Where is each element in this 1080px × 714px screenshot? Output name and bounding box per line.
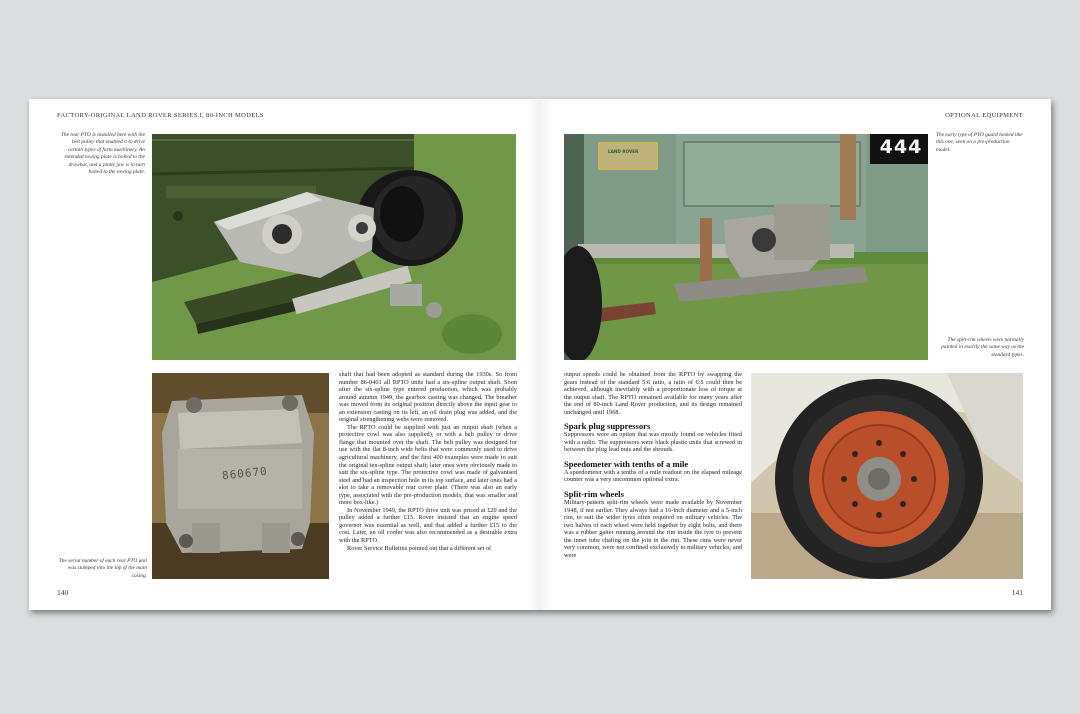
paragraph: In November 1949, the RPTO drive unit was priced at £20 and the pulley added a further £15. Rover insisted that an engine speed governor was essential as well, and that added a further £15 to the cost. Later, an oil cooler was also recommended as a desirable extra with the RPTO.: [339, 506, 517, 545]
book-spread: [29, 99, 1051, 610]
right-page: [540, 99, 1051, 610]
running-head-left: FACTORY-ORIGINAL LAND ROVER SERIES I, 80-INCH MODELS: [57, 112, 264, 119]
casting-stamp-text: 860670: [221, 464, 269, 483]
section-heading-speedometer: Speedometer with tenths of a mile: [564, 458, 689, 469]
running-head-right: OPTIONAL EQUIPMENT: [945, 112, 1023, 119]
paragraph: shaft that had been adopted as standard during the 1930s. So from number 86-0401 all RPTO units had a six-spline output shaft. Soon after the six-spline type entered production, which was probably around autumn 1949, the gearbox casting was changed. The breather was moved from its original position directly above the input gear to an extension casting on its left, an oil drain plug was added, and the original strengthening webs were removed.: [339, 371, 517, 424]
caption-split-rim: The split-rim wheels were normally painted in exactly the same way as the standard types.: [941, 337, 1024, 358]
paragraph: output speeds could be obtained from the RPTO by swapping the gears instead of the standard 5:6 ratio, a ratio of 6:5 could then be achieved, although inevitably with a proportionate loss of torque at the output shaft. The RPTO remained available for many years after the end of 80-inch Land Rover production, and its design remained unchanged until 1968.: [564, 371, 742, 416]
photo-early-pto-guard: [564, 134, 928, 360]
paragraph: Military-pattern split-rim wheels were made available by November 1948, if not earlier. They always had a 16-inch diameter and a 5-inch rim, to suit the wider tyres often required on military vehicles. The two halves of each wheel were held together by eight bolts, and there was a rubber gaiter running around the rim inside the tyre to prevent the inner tube chafing on the join in the rim. These rims were never very common, were not confined exclusively to military vehicles, and were: [564, 499, 742, 559]
photo-rear-pto-pulley: [152, 134, 516, 360]
page-number-left: 140: [57, 588, 69, 597]
caption-rear-pto: The rear PTO is installed here with the belt pulley that enabled it to drive certain types of farm machinery. An extended towing plate is bolted to the drawbar, and a pintle jaw is in turn bolted to the towing plate.: [60, 132, 145, 176]
paragraph: The RPTO could be supplied with just an output shaft (when a protective cowl was also supplied), or with a belt pulley or drive flange that mounted over the shaft. The belt pulley was designed for use with the flat 8-inch wide belts that were commonly used to drive agricultural machinery, and the first 400 examples were made to suit the original ten-spline output shaft; later ones were obviously made to suit the six-spline type. The protective cowl was made of galvanised steel and had an inspection hole in its top surface, and later ones had a slot to take a removable rear cover plate. (There was also an early type, associated with the pre-production models, that was smaller and more box-like.): [339, 423, 517, 507]
section-heading-spark-plug: Spark plug suppressors: [564, 421, 651, 432]
paragraph: A speedometer with a tenths of a mile readout on the elapsed mileage counter was a very uncommon optional extra.: [564, 468, 742, 484]
photo-pto-serial-casting: [152, 373, 329, 579]
left-page: [29, 99, 540, 610]
body-text-left: [339, 371, 517, 552]
paragraph: Suppressors were an option that was mostly found on vehicles fitted with a radio. The suppressors were black plastic units that screwed in between the plug lead nuts and the shrouds.: [564, 431, 742, 454]
caption-pto-guard: The early type of PTO guard looked like this one, seen on a pre-production model.: [936, 132, 1023, 153]
body-text-right: [564, 371, 742, 559]
number-plate: 444: [879, 136, 923, 158]
land-rover-badge: LAND ROVER: [608, 149, 639, 154]
section-heading-split-rim: Split-rim wheels: [564, 489, 624, 500]
photo-split-rim-wheel: [751, 373, 1023, 579]
page-number-right: 141: [1011, 588, 1023, 597]
paragraph: Rover Service Bulletins pointed out that a different set of: [347, 544, 492, 552]
caption-serial-number: The serial number of each rear PTO unit was stamped into the top of the main casing.: [58, 558, 147, 579]
